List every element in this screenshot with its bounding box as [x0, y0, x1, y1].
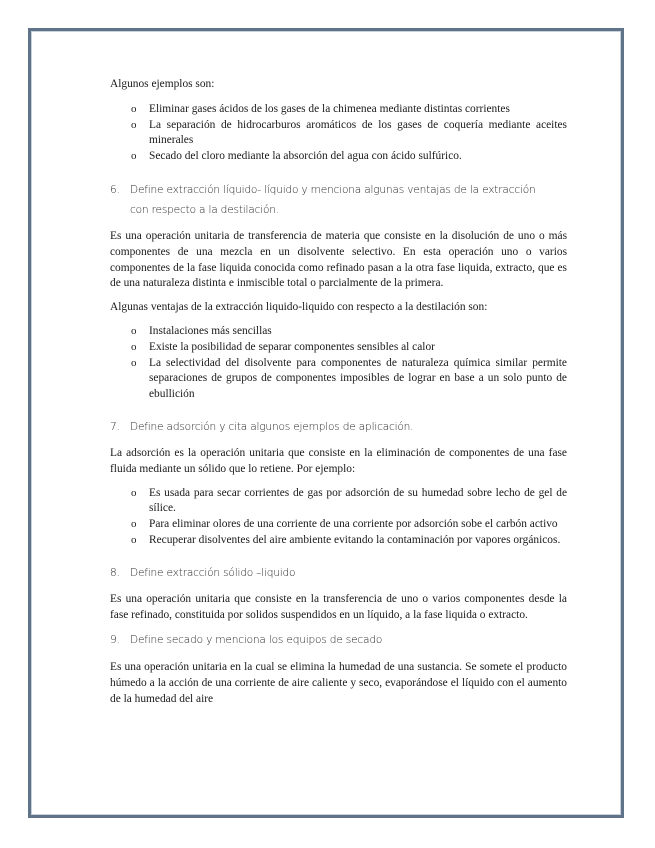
answer-6-paragraph: Es una operación unitaria de transferencia de materia que consiste en la disolución de uno o más componentes de una mezcla en un disolvente selectivo. En esta operación uno o varios componentes de la fase liquida conocida como refinado pasan a la otra fase liquida, extracto, que es de una naturaleza distinta e inmiscible total o parcialmente de la primera.	[110, 229, 567, 290]
bullet-icon: o	[131, 486, 137, 499]
example-list	[110, 102, 567, 165]
bullet-icon: o	[131, 356, 137, 369]
bullet-icon: o	[131, 150, 137, 163]
list-item: o Recuperar disolventes del aire ambiente evitando la contaminación por vapores orgánicos.	[110, 533, 567, 549]
bullet-icon: o	[131, 102, 137, 115]
question-8-heading: 8. Define extracción sólido –liquido	[110, 566, 296, 579]
bullet-icon: o	[131, 118, 137, 131]
advantages-list	[110, 324, 567, 403]
bullet-icon: o	[131, 533, 137, 546]
bullet-icon: o	[131, 324, 137, 337]
document-body	[110, 77, 567, 708]
list-item: o Para eliminar olores de una corriente de una corriente por adsorción sobe el carbón activo	[110, 517, 567, 533]
answer-7-paragraph: La adsorción es la operación unitaria que consiste en la eliminación de componentes de una fase fluida mediante un sólido que lo retiene. Por ejemplo:	[110, 446, 567, 475]
list-item: o Instalaciones más sencillas	[110, 324, 567, 340]
answer-8-paragraph: Es una operación unitaria que consiste en la transferencia de uno o varios componentes desde la fase refinado, constituida por solidos suspendidos en un líquido, a la fase liquida o extracto.	[110, 592, 567, 621]
question-7-heading: 7. Define adsorción y cita algunos ejemplos de aplicación.	[110, 420, 414, 433]
adsorption-examples-list	[110, 486, 567, 549]
bullet-icon: o	[131, 340, 137, 353]
list-item: o La selectividad del disolvente para componentes de naturaleza química similar permite separaciones de grupos de componentes imposibles de lograr en base a un solo punto de ebullición	[131, 356, 567, 401]
advantages-intro: Algunas ventajas de la extracción liquido-liquido con respecto a la destilación son:	[110, 301, 488, 314]
intro-text: Algunos ejemplos son:	[110, 78, 215, 90]
list-item: o Secado del cloro mediante la absorción del agua con ácido sulfúrico.	[110, 149, 567, 165]
answer-9-paragraph: Es una operación unitaria en la cual se elimina la humedad de una sustancia. Se somete el producto húmedo a la acción de una corriente de aire caliente y seco, evaporándose el líquido con el aumento de la humedad del aire	[110, 661, 567, 705]
list-item: o Es usada para secar corrientes de gas por adsorción de su humedad sobre lecho de gel de sílice.	[131, 486, 567, 515]
question-6-heading: 6. Define extracción líquido- líquido y menciona algunas ventajas de la extracción con respecto a la destilación.	[110, 183, 536, 216]
list-item: o Eliminar gases ácidos de los gases de la chimenea mediante distintas corrientes	[110, 102, 567, 118]
question-9-heading: 9. Define secado y menciona los equipos de secado	[110, 634, 383, 647]
list-item: o La separación de hidrocarburos aromáticos de los gases de coquería mediante aceites minerales	[131, 118, 567, 147]
bullet-icon: o	[131, 518, 137, 531]
list-item: o Existe la posibilidad de separar componentes sensibles al calor	[110, 340, 567, 356]
